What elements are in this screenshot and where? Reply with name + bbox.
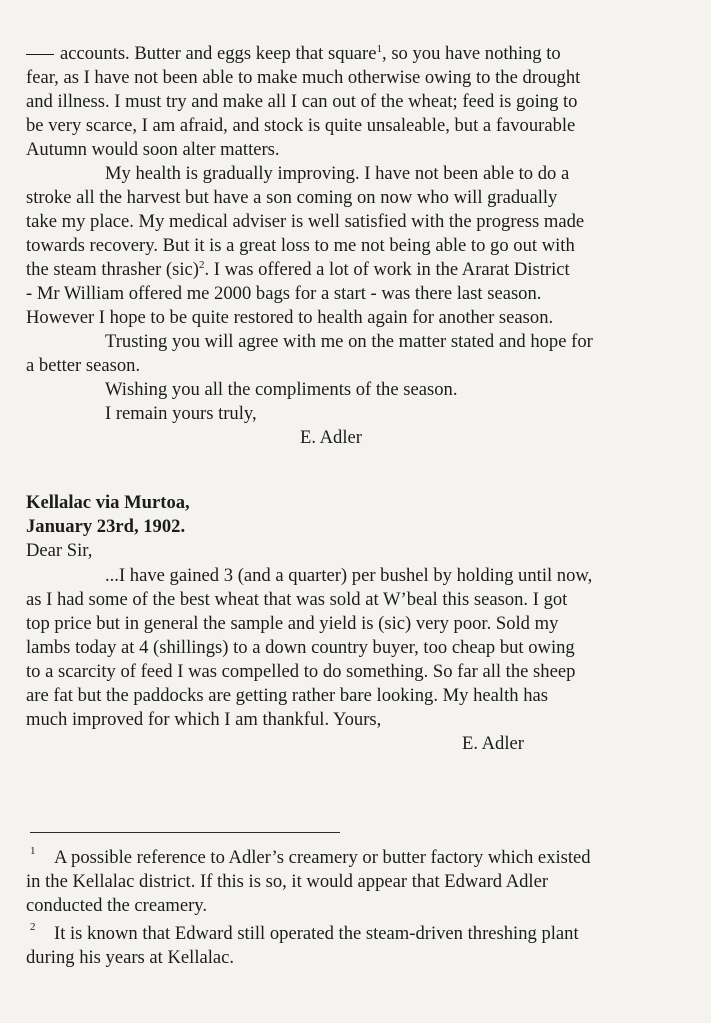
footnote-ref: 1 [376, 43, 383, 55]
footnote-line: during his years at Kellalac. [26, 947, 235, 968]
letter2-line: to a scarcity of feed I was compelled to do something. So far all the sheep [26, 661, 576, 682]
letter1-line: My health is gradually improving. I have not been able to do a [105, 163, 570, 184]
letter1-line: - Mr William offered me 2000 bags for a start - was there last season. [26, 283, 542, 304]
footnote-divider [30, 832, 340, 833]
signature: E. Adler [462, 733, 524, 754]
letter2-heading-place: Kellalac via Murtoa, [26, 492, 190, 513]
letter2-line: much improved for which I am thankful. Yours, [26, 709, 382, 730]
letter2-line: top price but in general the sample and yield is (sic) very poor. Sold my [26, 613, 559, 634]
signature: E. Adler [300, 427, 362, 448]
letter2-line: as I had some of the best wheat that was sold at W’beal this season. I got [26, 589, 568, 610]
letter1-line: Trusting you will agree with me on the matter stated and hope for [105, 331, 593, 352]
letter2-line: lambs today at 4 (shillings) to a down country buyer, too cheap but owing [26, 637, 575, 658]
letter1-line: fear, as I have not been able to make much otherwise owing to the drought [26, 67, 581, 88]
footnote-line: in the Kellalac district. If this is so, it would appear that Edward Adler [26, 871, 549, 892]
letter2-heading-date: January 23rd, 1902. [26, 516, 186, 537]
letter2-line: are fat but the paddocks are getting rather bare looking. My health has [26, 685, 548, 706]
salutation: Dear Sir, [26, 540, 93, 561]
letter1-line: towards recovery. But it is a great loss to me not being able to go out with [26, 235, 575, 256]
letter1-line: the steam thrasher (sic)$^2$. I was offered a lot of work in the Ararat District [26, 259, 570, 280]
letter1-line: a better season. [26, 355, 141, 376]
letter1-line: Autumn would soon alter matters. [26, 139, 280, 160]
footnote-line: It is known that Edward still operated the steam-driven threshing plant [54, 923, 579, 944]
letter2-line: ...I have gained 3 (and a quarter) per bushel by holding until now, [105, 565, 593, 586]
footnote-ref: 2 [198, 259, 205, 271]
letter1-line: However I hope to be quite restored to health again for another season. [26, 307, 554, 328]
footnote-line: conducted the creamery. [26, 895, 208, 916]
letter1-line: accounts. Butter and eggs keep that square$^1$, so you have nothing to [26, 42, 561, 66]
letter1-line: I remain yours truly, [105, 403, 257, 424]
blank-line [26, 54, 54, 55]
letter1-line: Wishing you all the compliments of the season. [105, 379, 458, 400]
letter1-line: take my place. My medical adviser is well satisfied with the progress made [26, 211, 585, 232]
letter1-line: and illness. I must try and make all I can out of the wheat; feed is going to [26, 91, 578, 112]
footnote-number: 2 [30, 921, 36, 933]
footnote-number: 1 [30, 845, 36, 857]
letter1-line: stroke all the harvest but have a son coming on now who will gradually [26, 187, 558, 208]
footnote-line: A possible reference to Adler’s creamery or butter factory which existed [54, 847, 591, 868]
letter1-line: be very scarce, I am afraid, and stock is quite unsaleable, but a favourable [26, 115, 576, 136]
